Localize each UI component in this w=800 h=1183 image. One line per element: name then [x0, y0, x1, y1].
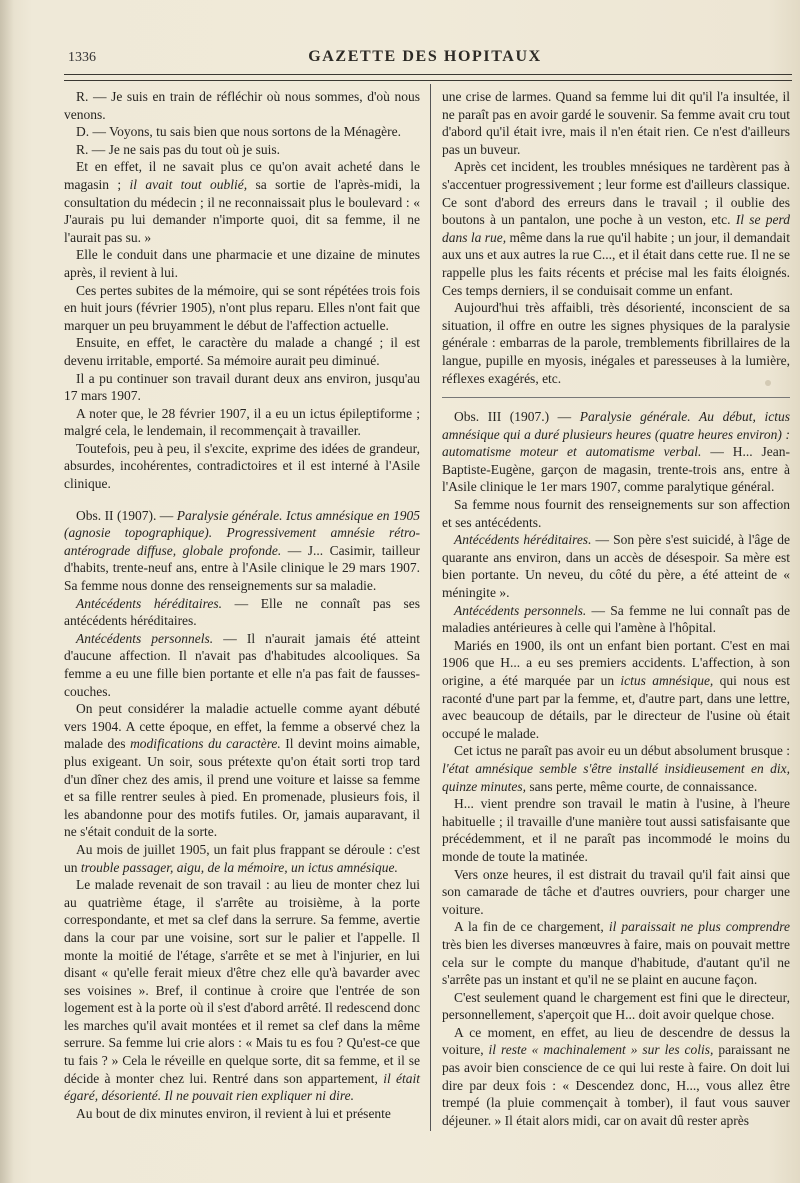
- text-run: A ce moment, en effet, au lieu de descendre de dessus la voiture,: [442, 1024, 790, 1058]
- paragraph: Toutefois, peu à peu, il s'excite, exprime des idées de grandeur, absurdes, incohérentes, contradictoires et il est interné à l'Asile clinique.: [64, 440, 420, 492]
- right-column: [442, 88, 790, 1129]
- paragraph: [442, 602, 790, 637]
- text-run: Et en effet, il ne savait plus ce qu'on avait acheté dans le magasin ;: [64, 159, 420, 192]
- italic-run: trouble passager, aigu, de la mémoire, un ictus amnésique.: [80, 859, 398, 875]
- text-run: Après cet incident, les troubles mnésiques ne tardèrent pas à s'accentuer progressivement ; leur forme est d'ailleurs classique. Ce sont d'abord des erreurs dans le travail ; il oublie des boutons à un pantalon, une poche à un veston, etc.: [442, 159, 790, 228]
- text-run: A la fin de ce chargement,: [454, 919, 609, 935]
- left-column: [64, 88, 420, 1122]
- text-run: — Elle ne connaît pas ses antécédents héréditaires.: [64, 595, 420, 629]
- dialog-line: D. — Voyons, tu sais bien que nous sortons de la Ménagère.: [76, 124, 401, 140]
- text-run: Cet ictus ne paraît pas avoir eu un début absolument brusque :: [454, 743, 790, 759]
- italic-run: Antécédents héréditaires.: [454, 532, 592, 548]
- text-run: sa sortie de l'après-midi, la consultation du médecin ; il ne reconnaissait plus le boulevard : « J'aurais pu lui demander n'importe quoi, dit sa femme, il ne l'aurait pas su. »: [64, 176, 420, 245]
- page-edge-shadow: [0, 0, 14, 1183]
- paragraph: une crise de larmes. Quand sa femme lui dit qu'il l'a insultée, il ne paraît pas en avoir gardé le souvenir. Sa femme avait cru tout d'abord qu'il était ivre, mais il n'en était rien. Ce n'est d'ailleurs pas un buveur.: [442, 89, 790, 157]
- text-run: Mariés en 1900, ils ont un enfant bien portant. C'est en mai 1906 que H... a eu ses premiers accidents. L'affection, à son origine, a été marquée par un: [442, 637, 790, 688]
- italic-run: Paralysie générale. Au début, ictus amnésique qui a duré plusieurs heures (quatre heures environ) : automatisme moteur et automatisme verbal.: [442, 409, 791, 460]
- text-run: — H... Jean-Baptiste-Eugène, garçon de magasin, trente-trois ans, entre à l'Asile clinique le 1er mars 1907, comme paralytique général.: [442, 444, 790, 495]
- paragraph: [442, 637, 790, 743]
- italic-run: ictus amnésique,: [620, 673, 714, 688]
- page-header: [60, 46, 790, 74]
- journal-title: GAZETTE DES HOPITAUX: [308, 48, 542, 65]
- italic-run: l'état amnésique semble s'être installé insidieusement en dix, quinze minutes,: [442, 760, 790, 794]
- paragraph: [64, 158, 420, 246]
- paragraph: [442, 742, 790, 795]
- italic-run: il avait tout oublié,: [129, 176, 248, 192]
- paragraph: [64, 876, 420, 1105]
- paragraph: [64, 700, 420, 841]
- paragraph: [64, 595, 420, 630]
- paragraph: Elle le conduit dans une pharmacie et une dizaine de minutes après, il revient à lui.: [64, 247, 420, 280]
- paragraph: [442, 531, 790, 601]
- italic-run: Il se perd dans la rue,: [442, 212, 790, 245]
- text-run: même dans la rue qu'il habite ; un jour, il demandait aux uns et aux autres la rue C..., et il était dans cette rue. Il ne se rappelle plus les faits récents et précise mal les faits éloignés. Ces temps derniers, il se conduisait comme un enfant.: [442, 229, 790, 298]
- header-rule-thin: [64, 80, 792, 81]
- observation-heading: [442, 397, 790, 496]
- paragraph: Aujourd'hui très affaibli, très désorienté, inconscient de sa situation, il offre en outre les signes physiques de la paralysie générale : embarras de la parole, tremblements fibrillaires de la langue, pupille en myosis, inégales et paresseuses à la lumière, réflexes exagérés, etc.: [442, 300, 790, 386]
- italic-run: Antécédents personnels.: [454, 602, 587, 618]
- text-run: Obs. II (1907). —: [76, 507, 177, 523]
- paragraph: [442, 158, 790, 299]
- text-run: paraissant ne pas avoir bien conscience de ce qui lui reste à faire. On doit lui dire par deux fois : « Descendez donc, H..., vous allez être trempé (la pluie commençait à tomber), il faut vous sauver déjeuner. » Il était alors midi, car on avait dû rester après: [442, 1042, 790, 1128]
- text-run: Au mois de juillet 1905, un fait plus frappant se déroule : c'est un: [64, 841, 420, 875]
- italic-run: il reste « machinalement » sur les colis,: [488, 1042, 714, 1058]
- italic-run: Antécédents héréditaires.: [76, 595, 222, 611]
- paragraph: [64, 630, 420, 700]
- paragraph: [442, 918, 790, 988]
- italic-run: Antécédents personnels.: [76, 630, 214, 646]
- column-divider: [430, 84, 431, 1131]
- page-number: 1336: [68, 50, 96, 65]
- text-run: très bien les diverses manœuvres à faire, mais on pouvait mettre cela sur le compte du manque d'habitude, d'autant qu'il ne s'arrête pas un instant et qu'il ne se plaint en aucune façon.: [442, 936, 790, 988]
- text-run: Obs. III (1907.) —: [454, 409, 580, 425]
- text-run: — Sa femme ne lui connaît pas de maladies antérieures à celle qui l'amène à l'hôpital.: [442, 602, 790, 636]
- italic-run: il était égaré, désorienté. Il ne pouvait rien expliquer ni dire.: [64, 1070, 420, 1104]
- text-run: sans perte, même courte, de connaissance.: [526, 778, 758, 794]
- dialog-line: R. — Je ne sais pas du tout où je suis.: [76, 141, 280, 157]
- dialog-line: R. — Je suis en train de réfléchir où nous sommes, d'où nous venons.: [64, 89, 420, 122]
- paragraph: H... vient prendre son travail le matin à l'usine, à l'heure habituelle ; il travaille d'une manière tout aussi satisfaisante que précédemment, et il ne paraît pas incommodé le moins du monde de toute la matinée.: [442, 796, 790, 864]
- paragraph: C'est seulement quand le chargement est fini que le directeur, personnellement, s'aperçoit que H... doit avoir quelque chose.: [442, 989, 790, 1023]
- paragraph: Sa femme nous fournit des renseignements sur son affection et ses antécédents.: [442, 497, 790, 530]
- text-run: qui nous est raconté d'une part par la femme, et, d'autre part, dans une lettre, avec beaucoup de détails, par le directeur de l'usine où était occupé le malade.: [442, 673, 790, 741]
- paragraph: Vers onze heures, il est distrait du travail qu'il fait ainsi que son camarade de tâche et d'autres ouvriers, pour charger une voiture.: [442, 866, 790, 917]
- paragraph: [64, 841, 420, 876]
- header-rule-thick: [64, 74, 792, 75]
- paragraph: Ensuite, en effet, le caractère du malade a changé ; il est devenu irritable, emporté. Sa mémoire aurait peu diminué.: [64, 335, 420, 368]
- text-run: — Il n'aurait jamais été atteint d'aucune affection. Il n'avait pas d'habitudes alcooliques. Sa femme a eu une fille bien portante et elle n'a pas fait de fausses-couches.: [64, 630, 420, 699]
- text-run: — Son père s'est suicidé, à l'âge de quarante ans environ, dans un accès de désespoir. Sa mère est bien portante. Un neveu, du côté du père, a été atteint de « méningite ».: [442, 532, 790, 601]
- text-run: Le malade revenait de son travail : au lieu de monter chez lui au quatrième étage, il s'arrête au troisième, à la porte correspondante, et met sa clef dans la serrure. Sa femme, avertie dans la cour par une voisine, sort sur le palier et l'appelle. Il monte la moitié de l'étage, s'arrête et se met à l'injurier, en lui disant « qu'elle ferait mieux d'être chez elle qu'à bavarder avec ses voisines ». Bref, il continue à croire que l'entrée de son logement est à la porte où il s'est d'abord arrêté. Il redescend donc les marches qu'il avait montées et il remet sa clef dans la même serrure. Sa femme lui crie alors : « Mais tu es fou ? Qu'est-ce que tu fais ? » Cela le réveille en quelque sorte, dit sa femme, et il se décide à monter chez lui. Rentré dans son appartement,: [64, 877, 420, 1086]
- observation-heading: [64, 507, 420, 595]
- text-run: — J... Casimir, tailleur d'habits, trente-neuf ans, entre à l'Asile clinique le 29 mars 1907. Sa femme nous donne des renseignements sur sa maladie.: [64, 542, 420, 594]
- italic-run: il paraissait ne plus comprendre: [608, 919, 790, 935]
- italic-run: Paralysie générale. Ictus amnésique en 1905 (agnosie topographique). Progressivement amnésie rétro-antérograde diffuse, globale profonde.: [64, 507, 420, 558]
- paragraph: Il a pu continuer son travail durant deux ans environ, jusqu'au 17 mars 1907.: [64, 370, 420, 404]
- text-run: Il devint moins aimable, plus exigeant. Un soir, sous prétexte qu'on était sorti trop tard d'un dîner chez des amis, il prend une voiture et laisse sa femme et sa fille rentrer seules à pied. En promenade, plusieurs fois, il les abandonne pour des motifs futiles. Or, jamais auparavant, il ne s'était conduit de la sorte.: [64, 736, 420, 840]
- text-run: On peut considérer la maladie actuelle comme ayant débuté vers 1904. A cette époque, en effet, la femme a observé chez la malade des: [64, 701, 420, 752]
- italic-run: modifications du caractère.: [130, 736, 281, 752]
- paragraph: Ces pertes subites de la mémoire, qui se sont répétées trois fois en huit jours (février 1905), n'ont plus reparu. Elles n'ont fait que marquer un peu bruyamment le début de l'affection actuelle.: [64, 282, 420, 333]
- paragraph: [442, 1024, 790, 1130]
- paragraph: A noter que, le 28 février 1907, il a eu un ictus épileptiforme ; malgré cela, le lendemain, il recommençait à travailler.: [64, 405, 420, 439]
- paragraph: Au bout de dix minutes environ, il revient à lui et présente: [76, 1105, 391, 1121]
